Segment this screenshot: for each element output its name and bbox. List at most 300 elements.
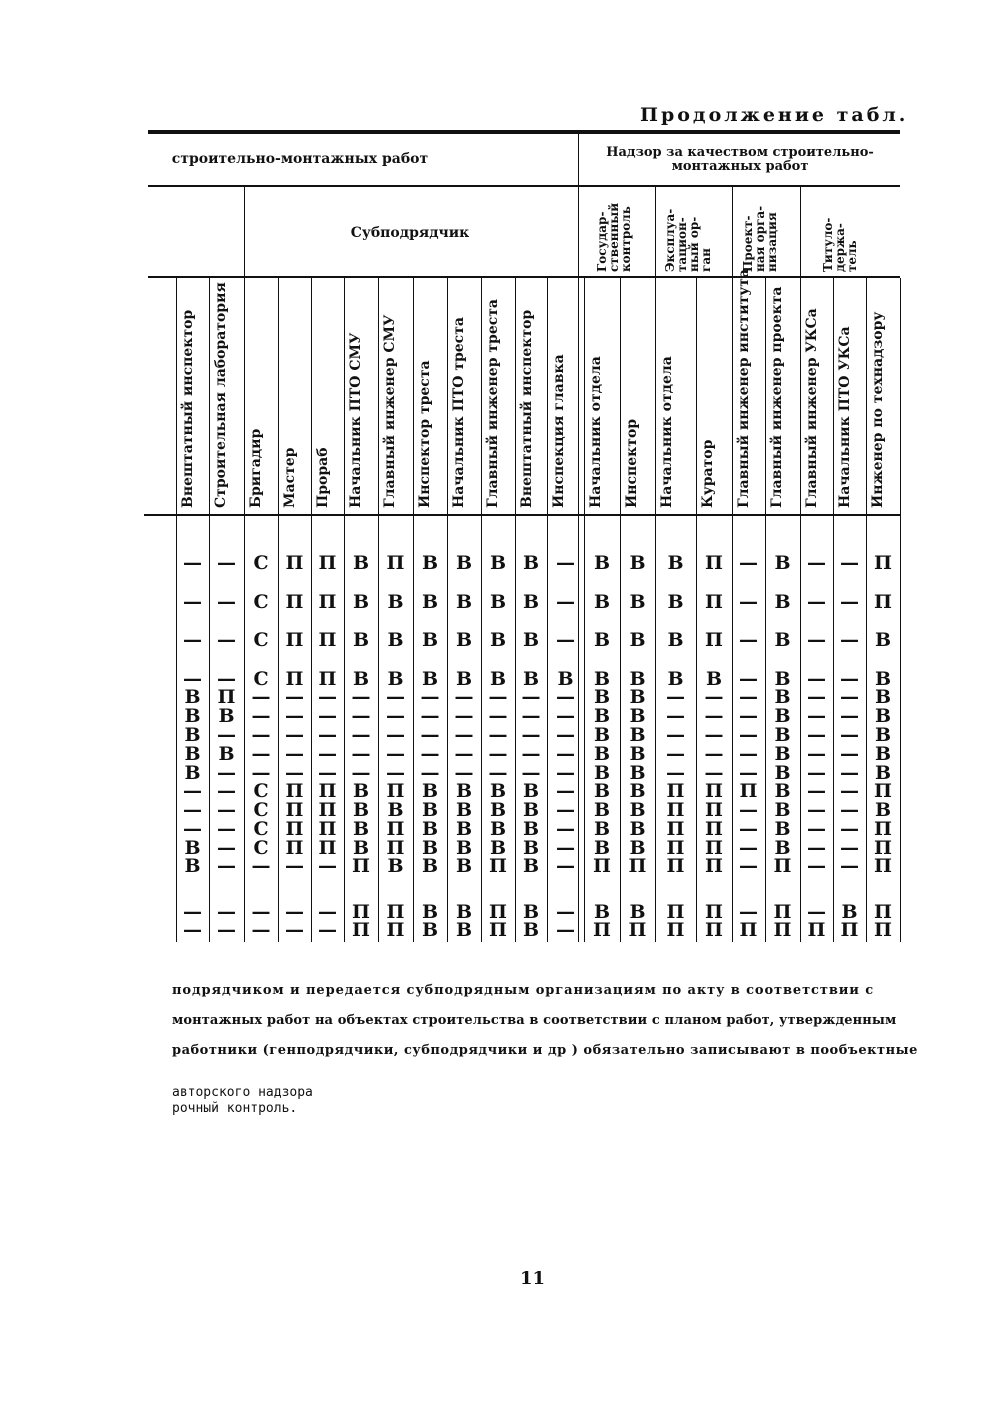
table-cell: — xyxy=(556,591,575,613)
table-cell: В xyxy=(593,552,611,574)
table-cell: П xyxy=(285,668,304,690)
table-cell: В xyxy=(874,686,892,708)
table-cell: В xyxy=(184,762,201,784)
table-cell: В xyxy=(184,743,201,765)
table-cell: В xyxy=(667,629,684,651)
table-cell: — xyxy=(318,762,337,784)
table-cell: П xyxy=(666,901,685,923)
table-cell: В xyxy=(629,629,646,651)
table-cell: В xyxy=(522,901,540,923)
table-cell: В xyxy=(522,799,540,821)
table-cell: П xyxy=(705,799,723,821)
table-cell: — xyxy=(183,799,202,821)
table-cell: — xyxy=(556,837,575,859)
table-cell: — xyxy=(488,705,508,727)
subcontractor-title: Субподрядчик xyxy=(350,225,470,241)
table-cell: — xyxy=(840,855,859,877)
table-cell: В xyxy=(629,591,646,613)
table-cell: П xyxy=(217,686,236,708)
table-cell: — xyxy=(488,762,508,784)
table-cell: П xyxy=(285,818,304,840)
column-header: Главный инженер треста xyxy=(485,298,501,508)
table-cell: — xyxy=(807,724,826,746)
table-cell: В xyxy=(774,743,791,765)
header-rule-1b xyxy=(578,185,900,187)
column-header: Внештатный инспектор xyxy=(519,309,535,508)
column-header: Мастер xyxy=(282,447,298,508)
table-cell: — xyxy=(285,686,304,708)
table-cell: В xyxy=(352,552,370,574)
table-cell: П xyxy=(705,629,723,651)
table-cell: — xyxy=(318,686,337,708)
table-cell: — xyxy=(318,901,337,923)
table-cell: П xyxy=(773,901,792,923)
table-cell: — xyxy=(217,837,236,859)
table-cell: — xyxy=(840,780,859,802)
column-header: Прораб xyxy=(315,447,331,508)
table-cell: — xyxy=(285,762,304,784)
left-header-title: строительно-монтажных работ xyxy=(171,151,429,167)
table-cell: — xyxy=(739,705,758,727)
column-header: Инспектор xyxy=(624,418,640,508)
table-cell: — xyxy=(217,552,236,574)
table-cell: С xyxy=(253,818,269,840)
table-cell: — xyxy=(807,686,826,708)
table-cell: П xyxy=(739,919,758,941)
table-cell: — xyxy=(217,629,236,651)
table-top-rule xyxy=(148,130,900,134)
table-cell: — xyxy=(739,686,758,708)
note-line-1: подрядчиком и передается субподрядным организациям по акту в соответствии с xyxy=(172,983,875,998)
table-cell: В xyxy=(421,629,439,651)
column-header: Строительная лаборатория xyxy=(213,282,229,508)
table-cell: — xyxy=(454,724,474,746)
table-cell: — xyxy=(251,686,271,708)
table-cell: — xyxy=(318,919,337,941)
table-cell: — xyxy=(285,901,304,923)
table-cell: В xyxy=(593,901,611,923)
table-cell: — xyxy=(521,762,541,784)
table-cell: — xyxy=(840,837,859,859)
column-divider xyxy=(900,278,901,942)
table-cell: П xyxy=(773,855,792,877)
table-cell: — xyxy=(739,837,758,859)
table-cell: П xyxy=(352,855,370,877)
table-cell: В xyxy=(421,552,439,574)
table-cell: В xyxy=(874,724,892,746)
table-cell: — xyxy=(488,686,508,708)
table-cell: В xyxy=(705,668,723,690)
table-cell: В xyxy=(774,705,791,727)
column-header: Инженер по технадзору xyxy=(870,311,886,508)
table-cell: — xyxy=(454,743,474,765)
table-cell: П xyxy=(705,837,723,859)
table-cell: П xyxy=(874,591,892,613)
table-cell: — xyxy=(840,762,859,784)
table-cell: В xyxy=(522,855,540,877)
table-cell: — xyxy=(251,705,271,727)
table-cell: — xyxy=(556,686,575,708)
column-header: Инспекция главка xyxy=(551,354,567,508)
table-cell: — xyxy=(704,705,724,727)
table-cell: — xyxy=(251,762,271,784)
table-cell: П xyxy=(874,901,892,923)
table-cell: П xyxy=(386,901,405,923)
table-cell: — xyxy=(556,799,575,821)
table-cell: В xyxy=(874,705,892,727)
table-cell: П xyxy=(840,919,859,941)
group-design-org: Проект-ная орга-низация xyxy=(741,205,779,272)
table-cell: — xyxy=(217,780,236,802)
table-cell: П xyxy=(874,855,892,877)
table-cell: В xyxy=(387,855,404,877)
table-cell: — xyxy=(556,919,575,941)
table-cell: В xyxy=(387,668,404,690)
table-cell: — xyxy=(739,901,758,923)
table-cell: — xyxy=(183,901,202,923)
table-cell: В xyxy=(489,818,507,840)
table-cell: — xyxy=(217,799,236,821)
table-cell: — xyxy=(386,724,405,746)
table-cell: — xyxy=(556,743,575,765)
table-cell: П xyxy=(386,780,405,802)
table-cell: С xyxy=(253,629,269,651)
table-cell: — xyxy=(840,743,859,765)
table-cell: П xyxy=(285,780,304,802)
table-cell: П xyxy=(386,552,405,574)
table-cell: — xyxy=(217,591,236,613)
table-cell: П xyxy=(285,837,304,859)
table-cell: — xyxy=(183,591,202,613)
table-cell: — xyxy=(807,780,826,802)
table-cell: — xyxy=(807,668,826,690)
table-cell: В xyxy=(593,629,611,651)
table-cell: — xyxy=(556,901,575,923)
table-cell: — xyxy=(420,724,440,746)
table-cell: В xyxy=(593,762,611,784)
table-cell: В xyxy=(774,799,791,821)
table-cell: — xyxy=(285,855,304,877)
table-cell: В xyxy=(774,780,791,802)
table-cell: П xyxy=(874,818,892,840)
table-cell: — xyxy=(840,705,859,727)
table-cell: В xyxy=(629,668,646,690)
table-cell: В xyxy=(629,743,646,765)
table-cell: В xyxy=(184,837,201,859)
table-cell: — xyxy=(318,743,337,765)
right-header-title-2: монтажных работ xyxy=(671,159,809,174)
table-cell: — xyxy=(521,705,541,727)
table-cell: — xyxy=(840,591,859,613)
table-cell: П xyxy=(874,552,892,574)
table-cell: — xyxy=(488,743,508,765)
table-cell: П xyxy=(386,837,405,859)
table-cell: В xyxy=(421,780,439,802)
header-rule-2 xyxy=(148,276,900,278)
table-cell: В xyxy=(455,818,473,840)
table-cell: — xyxy=(704,743,724,765)
table-cell: — xyxy=(739,668,758,690)
table-cell: В xyxy=(629,724,646,746)
table-cell: П xyxy=(705,591,723,613)
table-cell: В xyxy=(557,668,574,690)
table-cell: С xyxy=(253,591,269,613)
table-cell: С xyxy=(253,799,269,821)
table-cell: — xyxy=(807,762,826,784)
table-cell: В xyxy=(489,837,507,859)
table-cell: С xyxy=(253,552,269,574)
table-cell: — xyxy=(183,919,202,941)
table-cell: — xyxy=(285,919,304,941)
table-cell: П xyxy=(874,780,892,802)
table-cell: В xyxy=(874,629,892,651)
table-cell: — xyxy=(739,629,758,651)
table-cell: — xyxy=(556,705,575,727)
table-cell: — xyxy=(807,818,826,840)
table-cell: — xyxy=(217,724,236,746)
table-cell: — xyxy=(739,818,758,840)
table-cell: В xyxy=(421,919,439,941)
table-cell: В xyxy=(774,724,791,746)
table-cell: — xyxy=(704,724,724,746)
table-cell: В xyxy=(455,799,473,821)
table-cell: — xyxy=(251,901,271,923)
table-cell: В xyxy=(455,552,473,574)
group-operating-body: Эксплуа-тацион-ный ор-ган xyxy=(663,208,713,272)
table-cell: В xyxy=(218,705,235,727)
table-cell: П xyxy=(666,837,685,859)
table-cell: — xyxy=(251,855,271,877)
table-cell: — xyxy=(183,818,202,840)
table-cell: П xyxy=(593,855,611,877)
table-cell: П xyxy=(386,919,405,941)
table-cell: — xyxy=(386,762,405,784)
column-header: Главный инженер проекта xyxy=(769,286,785,508)
table-cell: В xyxy=(593,818,611,840)
table-cell: — xyxy=(739,591,758,613)
table-cell: П xyxy=(807,919,826,941)
table-cell: — xyxy=(807,591,826,613)
column-header: Главный инженер института xyxy=(736,269,752,508)
table-cell: В xyxy=(593,780,611,802)
table-cell: — xyxy=(285,705,304,727)
table-cell: — xyxy=(183,780,202,802)
table-cell: П xyxy=(489,901,507,923)
table-cell: — xyxy=(807,901,826,923)
table-cell: — xyxy=(739,552,758,574)
table-cell: П xyxy=(285,552,304,574)
table-cell: В xyxy=(522,837,540,859)
table-cell: П xyxy=(666,818,685,840)
table-cell: В xyxy=(629,552,646,574)
table-cell: П xyxy=(666,919,685,941)
table-cell: В xyxy=(593,799,611,821)
header-bottom-rule xyxy=(144,514,900,516)
table-cell: В xyxy=(667,552,684,574)
table-cell: В xyxy=(874,799,892,821)
table-cell: В xyxy=(184,855,201,877)
table-cell: В xyxy=(593,705,611,727)
table-cell: — xyxy=(285,724,304,746)
table-cell: В xyxy=(774,591,791,613)
table-cell: П xyxy=(285,591,304,613)
table-cell: — xyxy=(251,919,271,941)
column-header: Начальник отдела xyxy=(588,356,604,508)
table-cell: — xyxy=(840,552,859,574)
table-cell: В xyxy=(522,818,540,840)
table-cell: В xyxy=(522,591,540,613)
table-cell: — xyxy=(556,855,575,877)
table-cell: В xyxy=(352,799,370,821)
table-cell: В xyxy=(455,901,473,923)
table-cell: П xyxy=(285,799,304,821)
group-state-control: Государ-ственный контроль xyxy=(595,202,633,272)
table-cell: — xyxy=(318,705,337,727)
header-rule-1 xyxy=(148,185,578,187)
table-cell: — xyxy=(840,818,859,840)
table-cell: В xyxy=(774,668,791,690)
table-cell: В xyxy=(421,668,439,690)
table-cell: — xyxy=(840,799,859,821)
table-cell: — xyxy=(807,705,826,727)
table-cell: В xyxy=(593,686,611,708)
table-cell: П xyxy=(352,919,370,941)
table-cell: — xyxy=(807,743,826,765)
table-cell: — xyxy=(666,743,685,765)
table-cell: В xyxy=(774,686,791,708)
table-cell: В xyxy=(629,686,646,708)
table-cell: П xyxy=(318,552,337,574)
table-cell: П xyxy=(318,591,337,613)
table-cell: — xyxy=(386,743,405,765)
table-cell: — xyxy=(666,762,685,784)
column-header: Начальник отдела xyxy=(659,356,675,508)
table-cell: П xyxy=(318,629,337,651)
column-header: Начальник ПТО треста xyxy=(451,317,467,508)
table-cell: В xyxy=(352,818,370,840)
table-cell: В xyxy=(421,591,439,613)
table-cell: В xyxy=(593,724,611,746)
table-cell: — xyxy=(351,724,371,746)
page-number: 11 xyxy=(520,1268,546,1289)
table-cell: П xyxy=(874,919,892,941)
table-cell: — xyxy=(840,629,859,651)
table-cell: — xyxy=(420,743,440,765)
table-cell: П xyxy=(705,818,723,840)
table-cell: — xyxy=(704,762,724,784)
table-cell: В xyxy=(489,591,507,613)
table-cell: В xyxy=(421,837,439,859)
group-title-holder: Титуло-держа-тель xyxy=(821,217,859,272)
table-cell: В xyxy=(629,901,646,923)
table-cell: — xyxy=(351,762,371,784)
table-cell: В xyxy=(774,818,791,840)
table-cell: — xyxy=(386,705,405,727)
table-cell: — xyxy=(807,552,826,574)
table-cell: П xyxy=(352,901,370,923)
table-cell: — xyxy=(318,855,337,877)
table-cell: П xyxy=(318,799,337,821)
table-cell: П xyxy=(666,855,685,877)
table-cell: В xyxy=(629,799,646,821)
table-cell: П xyxy=(489,919,507,941)
table-cell: — xyxy=(739,855,758,877)
table-cell: В xyxy=(522,629,540,651)
table-cell: В xyxy=(421,818,439,840)
table-cell: В xyxy=(184,724,201,746)
table-cell: В xyxy=(629,818,646,840)
table-cell: В xyxy=(455,591,473,613)
table-cell: — xyxy=(420,686,440,708)
table-cell: — xyxy=(420,705,440,727)
table-cell: — xyxy=(217,668,236,690)
table-cell: В xyxy=(421,901,439,923)
table-cell: — xyxy=(454,686,474,708)
table-cell: П xyxy=(386,818,405,840)
table-cell: В xyxy=(629,762,646,784)
table-cell: В xyxy=(387,591,404,613)
table-cell: П xyxy=(739,780,758,802)
table-cell: — xyxy=(183,668,202,690)
table-cell: П xyxy=(489,855,507,877)
right-header-title-1: Надзор за качеством строительно- xyxy=(606,145,874,160)
table-cell: — xyxy=(556,780,575,802)
table-cell: — xyxy=(183,552,202,574)
table-cell: — xyxy=(454,705,474,727)
table-cell: С xyxy=(253,837,269,859)
table-cell: В xyxy=(489,799,507,821)
table-cell: В xyxy=(522,919,540,941)
table-cell: — xyxy=(420,762,440,784)
table-cell: В xyxy=(421,855,439,877)
table-cell: В xyxy=(352,591,370,613)
table-cell: — xyxy=(521,743,541,765)
table-cell: — xyxy=(488,724,508,746)
table-cell: В xyxy=(874,762,892,784)
table-cell: — xyxy=(666,705,685,727)
table-cell: — xyxy=(739,799,758,821)
table-cell: — xyxy=(807,855,826,877)
table-cell: В xyxy=(352,668,370,690)
table-cell: П xyxy=(874,837,892,859)
note2-line-1: авторского надзора xyxy=(172,1085,313,1100)
table-cell: В xyxy=(629,780,646,802)
table-cell: — xyxy=(666,724,685,746)
table-cell: П xyxy=(705,901,723,923)
table-cell: В xyxy=(774,762,791,784)
table-cell: П xyxy=(705,919,723,941)
note-line-2: монтажных работ на объектах строительства в соответствии с планом работ, утвержденным xyxy=(172,1013,897,1028)
table-cell: В xyxy=(522,552,540,574)
table-cell: — xyxy=(351,705,371,727)
table-cell: — xyxy=(183,629,202,651)
table-cell: П xyxy=(318,818,337,840)
table-cell: П xyxy=(318,668,337,690)
table-cell: В xyxy=(387,629,404,651)
column-header: Бригадир xyxy=(248,428,264,508)
table-cell: В xyxy=(593,743,611,765)
table-cell: В xyxy=(455,837,473,859)
table-cell: П xyxy=(705,855,723,877)
table-cell: — xyxy=(704,686,724,708)
table-cell: В xyxy=(522,668,540,690)
table-cell: — xyxy=(217,901,236,923)
table-cell: В xyxy=(421,799,439,821)
table-cell: — xyxy=(739,743,758,765)
note2-line-2: рочный контроль. xyxy=(172,1101,298,1116)
table-cell: П xyxy=(705,552,723,574)
continuation-label: Продолжение табл. xyxy=(640,104,909,126)
